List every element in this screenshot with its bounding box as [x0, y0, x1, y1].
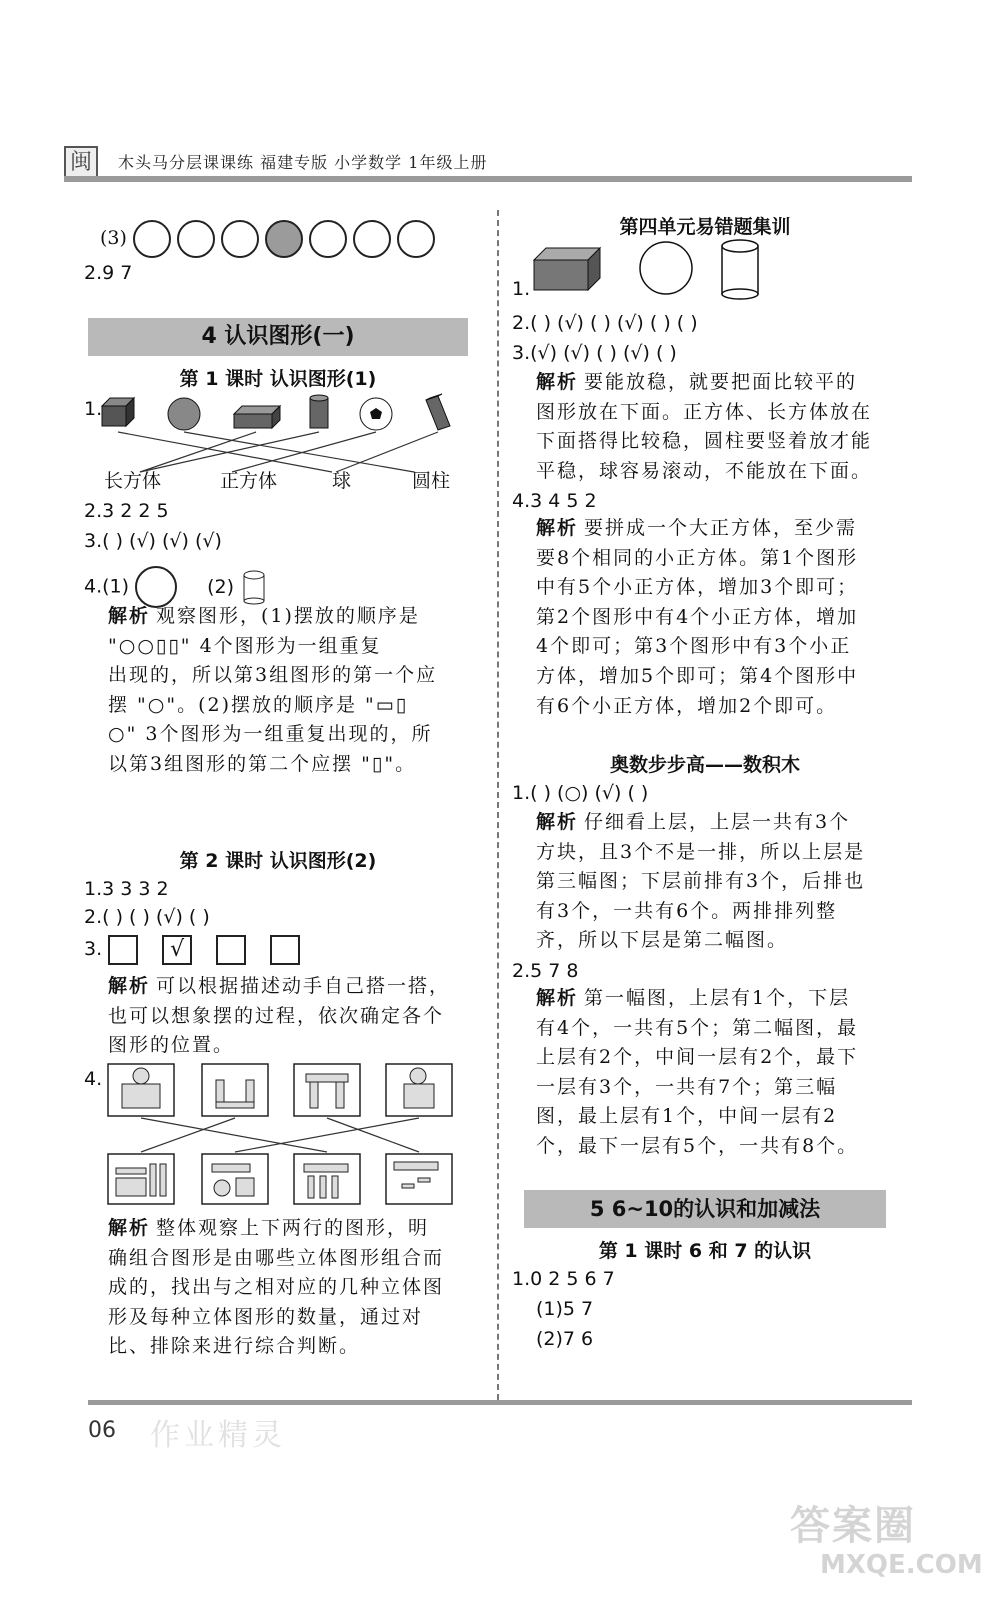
analysis-line: 4个即可；第3个图形中有3个小正 — [536, 635, 852, 658]
answer-box — [216, 935, 246, 965]
answer-box — [270, 935, 300, 965]
analysis-line: 解析 要能放稳，就要把面比较平的 — [536, 371, 858, 393]
q3-label: (3) — [100, 227, 127, 249]
analysis-line: 图形放在下面。正方体、长方体放在 — [536, 400, 873, 423]
r-analysis-1 — [536, 368, 896, 486]
analysis-line: 第2个图形中有4个小正方体，增加 — [536, 605, 859, 628]
analysis-line: 比、排除来进行综合判断。 — [108, 1335, 361, 1358]
analysis-label: 解析 — [536, 987, 579, 1009]
analysis-label: 解析 — [108, 975, 151, 997]
label-cuboid: 长方体 — [104, 470, 162, 492]
l2-q2: 2.( ) ( ) (√) ( ) — [84, 906, 210, 928]
analysis-line: 解析 要拼成一个大正方体，至少需 — [536, 517, 858, 539]
label-cube: 正方体 — [220, 470, 278, 492]
s5-q1: 1.0 2 5 6 7 — [512, 1268, 615, 1290]
analysis-label: 解析 — [536, 811, 579, 833]
answer-box-checked: √ — [162, 935, 192, 965]
unit-4-review-title: 第四单元易错题集训 — [619, 216, 791, 238]
footer-watermark: 作业精灵 — [150, 1418, 286, 1453]
answer-box — [108, 935, 138, 965]
l2-analysis — [108, 972, 468, 1061]
footer-rule — [88, 1400, 912, 1405]
analysis-line: 个，最下一层有5个，一共有8个。 — [536, 1134, 859, 1157]
circle-icon — [353, 220, 391, 258]
l1-q4-part2: (2) — [207, 575, 235, 598]
analysis-line: 摆 "○"。(2)摆放的顺序是 "▭▯ — [108, 693, 409, 716]
bottom-frame-3 — [294, 1154, 360, 1204]
analysis-line: 成的，找出与之相对应的几种立体图 — [108, 1276, 445, 1299]
analysis-line: 以第3组图形的第二个应摆 "▯"。 — [108, 752, 417, 775]
cylinder-icon — [310, 395, 328, 428]
soccer-ball-icon — [360, 398, 392, 430]
analysis-label: 解析 — [536, 371, 579, 393]
circle-icon — [133, 220, 171, 258]
o-q2: 2.5 7 8 — [512, 960, 579, 982]
analysis-line: 一层有3个，一共有7个；第三幅 — [536, 1075, 838, 1098]
l1-q3: 3.( ) (√) (√) (√) — [84, 530, 222, 552]
analysis-label: 解析 — [536, 517, 579, 539]
circle-filled-icon — [265, 220, 303, 258]
r-analysis-2 — [536, 514, 896, 721]
l1-q2: 2.3 2 2 5 — [84, 500, 169, 522]
header-title: 木头马分层课课练 福建专版 小学数学 1年级上册 — [118, 153, 488, 172]
o-q1: 1.( ) (○) (√) ( ) — [512, 782, 649, 804]
r-q4: 4.3 4 5 2 — [512, 490, 597, 512]
l2-q3-row — [84, 934, 324, 965]
olympiad-title: 奥数步步高——数积木 — [609, 754, 800, 776]
cuboid-icon — [534, 248, 600, 290]
analysis-line: 要8个相同的小正方体。第1个图形 — [536, 546, 859, 569]
analysis-line: 方块，且3个不是一排，所以上层是 — [536, 840, 866, 863]
header-rule — [64, 176, 912, 182]
section-4-title: 4 认识图形(一) — [88, 318, 468, 356]
analysis-line: 上层有2个，中间一层有2个，最下 — [536, 1046, 859, 1069]
cylinder-outline-icon — [722, 240, 758, 299]
tilted-box-icon — [426, 394, 450, 430]
left-q2: 2.9 7 — [84, 262, 133, 284]
analysis-line: 图形的位置。 — [108, 1034, 235, 1057]
analysis-line: ○" 3个图形为一组重复出现的，所 — [108, 723, 433, 746]
analysis-label: 解析 — [108, 605, 151, 627]
analysis-line: 方体，增加5个即可；第4个图形中 — [536, 664, 859, 687]
analysis-line: 确组合图形是由哪些立体图形组合而 — [108, 1246, 445, 1269]
three-solids-figure — [530, 236, 770, 300]
analysis-line: 解析 仔细看上层，上层一共有3个 — [536, 811, 851, 833]
analysis-line: 也可以想象摆的过程，依次确定各个 — [108, 1004, 445, 1027]
analysis-line: 下面搭得比较稳，圆柱要竖着放才能 — [536, 430, 873, 453]
analysis-line: 平稳，球容易滚动，不能放在下面。 — [536, 459, 873, 482]
analysis-label: 解析 — [108, 1217, 151, 1239]
analysis-line: 形及每种立体图形的数量，通过对 — [108, 1305, 424, 1328]
analysis-line: 中有5个小正方体，增加3个即可； — [536, 576, 859, 599]
analysis-line: "○○▯▯" 4个图形为一组重复 — [108, 634, 382, 657]
r-q2: 2.( ) (√) ( ) (√) ( ) ( ) — [512, 312, 698, 334]
l2-q3-label: 3. — [84, 938, 103, 960]
analysis-line: 解析 整体观察上下两行的图形，明 — [108, 1217, 430, 1239]
page-number: 06 — [88, 1418, 116, 1443]
lesson-1-title: 第 1 课时 认识图形(1) — [179, 368, 377, 390]
l2-q1: 1.3 3 3 2 — [84, 878, 169, 900]
composite-solids-figure — [104, 1060, 470, 1208]
s5-q1b: (2)7 6 — [536, 1328, 594, 1350]
sphere-icon — [168, 398, 200, 430]
header-logo-icon: 闽 — [64, 146, 98, 180]
cuboid-dark-icon — [102, 398, 134, 426]
l2-q4-label: 4. — [84, 1068, 103, 1090]
circle-icon — [221, 220, 259, 258]
l1-q4-part1: 4.(1) — [84, 575, 130, 598]
l1-q1-label: 1. — [84, 398, 103, 420]
analysis-line: 图，最上层有1个，中间一层有2 — [536, 1105, 838, 1128]
r-q1-label: 1. — [512, 278, 531, 300]
label-sphere: 球 — [332, 470, 352, 492]
bottom-frame-2 — [202, 1154, 268, 1204]
long-cuboid-icon — [234, 406, 280, 428]
circle-icon — [177, 220, 215, 258]
column-divider — [497, 210, 499, 1400]
l2-analysis-2 — [108, 1214, 468, 1362]
circle-icon — [397, 220, 435, 258]
analysis-line: 第三幅图；下层前排有3个，后排也 — [536, 870, 866, 893]
analysis-line: 有3个，一共有6个。两排排列整 — [536, 899, 838, 922]
top-frame-3 — [294, 1064, 360, 1116]
r-analysis-3 — [536, 808, 896, 956]
analysis-line: 出现的，所以第3组图形的第一个应 — [108, 664, 438, 687]
analysis-line: 解析 第一幅图，上层有1个，下层 — [536, 987, 851, 1009]
label-cylinder: 圆柱 — [412, 470, 451, 492]
lesson-2-title: 第 2 课时 认识图形(2) — [179, 850, 377, 872]
section-5-title: 5 6~10的认识和加减法 — [524, 1190, 886, 1228]
cylinder-outline-icon — [240, 569, 268, 605]
s5-q1a: (1)5 7 — [536, 1298, 594, 1320]
circle-icon — [309, 220, 347, 258]
analysis-line: 解析 观察图形，(1)摆放的顺序是 — [108, 605, 420, 627]
analysis-line: 有6个小正方体，增加2个即可。 — [536, 694, 838, 717]
analysis-line: 有4个，一共有5个；第二幅图，最 — [536, 1016, 859, 1039]
r-q3: 3.(√) (√) ( ) (√) ( ) — [512, 342, 677, 364]
sphere-outline-icon — [640, 242, 692, 294]
r-analysis-4 — [536, 984, 896, 1162]
left-q3-row — [100, 220, 441, 258]
corner-watermark-url: MXQE.COM — [820, 1550, 983, 1580]
l1-analysis — [108, 602, 468, 780]
lesson-5-1-title: 第 1 课时 6 和 7 的认识 — [598, 1240, 812, 1262]
analysis-line: 解析 可以根据描述动手自己搭一搭， — [108, 975, 451, 997]
analysis-line: 齐，所以下层是第二幅图。 — [536, 929, 789, 952]
corner-watermark: 答案圈 — [790, 1503, 916, 1549]
